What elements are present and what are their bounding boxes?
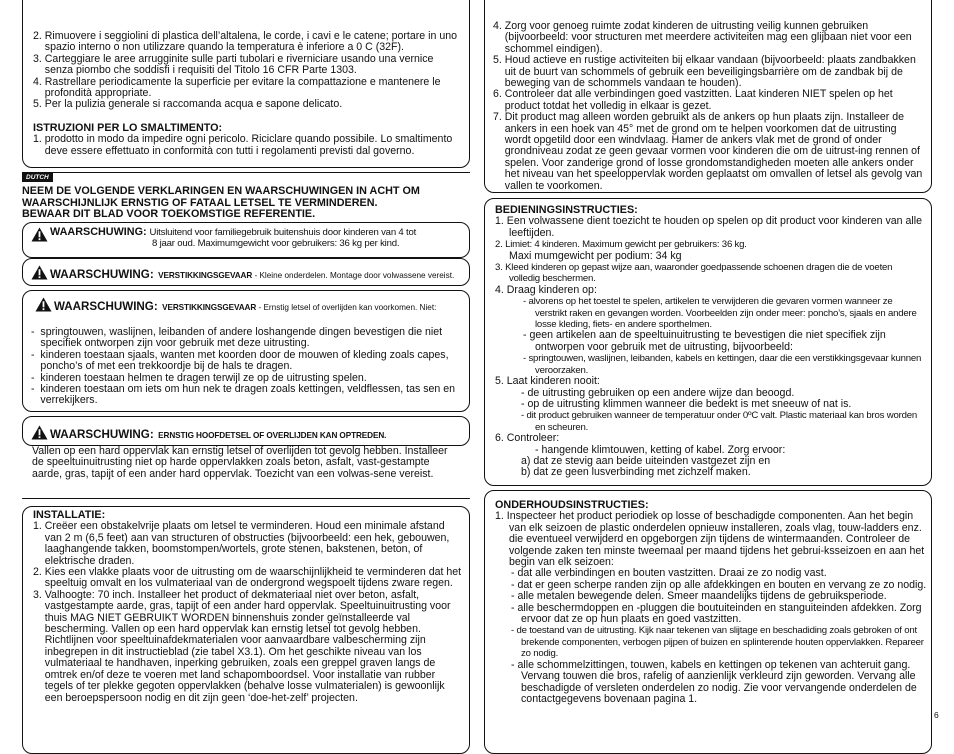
list-item: - kinderen toestaan om iets om hun nek te dragen zoals kettingen, veldflessen, tas sen en verrekijkers. (31, 383, 456, 407)
list-item: - dat er geen scherpe randen zijn op alle afdekkingen en bouten en vervang ze zo nodig. (511, 578, 927, 591)
maintenance-heading: ONDERHOUDSINSTRUCTIES: (495, 499, 649, 511)
warning-box-choking: WAARSCHUWING: VERSTIKKINGSGEVAAR - Kleine onderdelen. Montage door volwassene vereist. (22, 258, 470, 286)
list-item: - alle schommelzittingen, touwen, kabels en kettingen op tekenen van achteruit gang. Vervang touwen die bros, rafelig of aanzienlijk verkleurd zijn geworden. Vervang alle beschadigde of versleten onderdelen zo nodig. Zie voor vervangende onderdelen de contactgegevens bovenaan pagina 1. (511, 658, 917, 705)
warning-box-head-injury: WAARSCHUWING: ERNSTIG HOOFDETSEL OF OVERLIJDEN KAN OPTREDEN. (22, 416, 470, 446)
list-item: Maxi mumgewicht per podium: 34 kg (509, 249, 682, 262)
intro-statement: NEEM DE VOLGENDE VERKLARINGEN EN WAARSCHUWINGEN IN ACHT OM WAARSCHIJNLIJK ERNSTIG OF FATAAL LETSEL TE VERMINDEREN. BEWAAR DIT BLAD VOOR TOEKOMSTIGE REFERENTIE. (22, 185, 420, 221)
installation-box (22, 506, 470, 754)
list-item: - dit product gebruiken wanneer de temperatuur onder 0ºC valt. Plastic materiaal kan bros worden en scheuren. (521, 410, 917, 433)
list-item: 2. Kies een vlakke plaats voor de uitrusting om de waarschijnlijkheid te verminderen dat het speeltuig omvalt en los vulmateriaal van de ondergrond wegspoelt tijdens zware regen. (33, 566, 462, 590)
list-item: 4. Draag kinderen op: (495, 283, 597, 296)
page-number: 6 (934, 710, 939, 720)
list-item: 5. Houd actieve en rustige activiteiten bij elkaar vandaan (bijvoorbeeld: plaats zandbakken uit de buurt van schommels of gebruik een beveiligingsbarrière om de zandbak bij de beweging van de schommels vandaan te houden). (493, 54, 916, 90)
disposal-heading: ISTRUZIONI PER LO SMALTIMENTO: (33, 121, 223, 134)
warning-label: WAARSCHUWING: (54, 300, 158, 313)
warning-label: WAARSCHUWING: (50, 428, 154, 441)
operating-heading: BEDIENINGSINSTRUCTIES: (495, 204, 638, 216)
list-item: 3. Kleed kinderen op gepast wijze aan, waaronder goedpassende schoenen dragen die de voeten volledig beschermen. (495, 262, 893, 285)
list-item: 6. Controleer: (495, 432, 560, 445)
list-item: 3. Valhoogte: 70 inch. Installeer het product of dekmateriaal niet over beton, asfalt, vastgestampte aarde, gras, tapijt of een ander hard oppervlak. Speeltuinuitrusting voor thuis MAG NIET GEBRUIKT WORDEN binnenshuis zonder geïnstalleerde val bescherming. Vallen op een hard oppervlak kan ernstig letsel tot gevolg hebben. Richtlijnen voor speeltuinafdekmaterialen voor aanvaardbare valbescherming zijn inbegrepen in dit instructieblad (zie tabel X3.1). Om het geschikte niveau van los vulmateriaal te handhaven, inperking gebruiken, zoals een greppel graven langs de omtrek en/of deze te voeren met land schapomboordsel. Voor installatie van rubber tegels of ter plekke gegoten oppervlakken (behalve losse vulmaterialen) is gewoonlijk een beroepspersoon nodig en dit zijn geen ‘doe-het-zelf’ projecten. (33, 588, 451, 704)
warning-label: WAARSCHUWING: (50, 226, 147, 238)
list-item: - op de uitrusting klimmen wanneer die bedekt is met sneeuw of nat is. (521, 397, 852, 410)
installation-continued-box (484, 0, 932, 193)
list-item: - springtouwen, waslijnen, leibanden, kabels en kettingen, daar die een verstikkingsgevaar kunnen veroorzaken. (523, 353, 922, 376)
list-item: - kinderen toestaan sjaals, wanten met koorden door de mouwen of kleding zoals capes, poncho’s of met een trekkoordje bij de hals te dragen. (31, 348, 449, 373)
list-item: 2. Rimuovere i seggiolini di plastica dell’altalena, le corde, i cavi e le catene; portare in uno spazio interno o non utilizzare quando la temperatura è inferiore a 0 C (32F). (33, 30, 457, 54)
list-item: 1. Inspecteer het product periodiek op losse of beschadigde componenten. Aan het begin van elk seizoen de plastic onderdelen opnieuw installeren, zoals vlag, touw-ladders enz. die eventueel verwijderd en opgeborgen zijn tijdens de wintermaanden. Controleer de volgende zaken ten minste tweemaal per maand tijdens het gebrui-ksseizoen en aan het begin van elk seizoen: (495, 510, 925, 569)
list-item: 1. Een volwassene dient toezicht te houden op spelen op dit product voor kinderen van alle leeftijden. (495, 215, 922, 239)
divider (22, 498, 470, 499)
list-item: 5. Per la pulizia generale si raccomanda acqua e sapone delicato. (33, 98, 343, 111)
list-item: 6. Controleer dat alle verbindingen goed vastzitten. Laat kinderen NIET spelen op het product totdat het volledig in elkaar is gezet. (493, 88, 893, 112)
list-item: 1. prodotto in modo da impedire ogni pericolo. Riciclare quando possibile. Lo smaltimento deve essere effettuato in conformità con tutti i regolamenti previsti dal governo. (33, 133, 453, 157)
list-item: 3. Carteggiare le aree arrugginite sulle parti tubolari e riverniciare usando una vernice senza piombo che soddisfi i requisiti del Titolo 16 CFR Parte 1303. (33, 52, 434, 77)
list-item: 4. Rastrellare periodicamente la superficie per evitare la compattazione e mantenere le profondità appropriate. (33, 75, 441, 100)
list-item: - alvorens op het toestel te spelen, artikelen te verwijderen die gevaren vormen wanneer ze verstrikt raken en gevangen worden. Voorbeelden zijn onder meer: poncho’s, sjaals en andere losse kleding, fiets- en andere sporthelmen. (523, 296, 917, 331)
list-item: a) dat ze stevig aan beide uiteinden vastgezet zijn en (521, 454, 771, 467)
list-item: - alle beschermdoppen en -pluggen die boutuiteinden en stanguiteinden afdekken. Zorg ervoor dat ze op hun plaats en goed vastzitten. (511, 601, 922, 626)
list-item: - alle metalen bewegende delen. Smeer maandelijks tijdens de gebruiksperiode. (511, 590, 887, 603)
maintenance-box (484, 490, 932, 754)
list-item: 2. Limiet: 4 kinderen. Maximum gewicht per gebruikers: 36 kg. (495, 239, 747, 251)
list-item: - springtouwen, waslijnen, leibanden of andere loshangende dingen bevestigen die niet specifiek ontworpen zijn voor gebruik met deze uitrusting. (31, 326, 443, 350)
warning-triangle-icon (35, 297, 52, 312)
list-item: 1. Creëer een obstakelvrije plaats om letsel te verminderen. Houd een minimale afstand van 2 m (6,5 feet) aan van structuren of obstructies (bijvoorbeeld: een hek, gebouwen, laaghangende takken, boomstompen/wortels, grote stenen, bakstenen, beton, of elektrische draden. (33, 520, 450, 567)
list-item: 5. Laat kinderen nooit: (495, 375, 600, 388)
list-item: b) dat ze geen lusverbinding met zichzelf maken. (521, 466, 751, 479)
warning-box-strangulation: WAARSCHUWING: VERSTIKKINGSGEVAAR - Ernstig letsel of overlijden kan voorkomen. Niet: - springtouwen, waslijnen, leibanden of andere loshangende dingen bevestigen die niet specifiek ontworpen zijn voor gebruik met deze uitrusting. - kinderen toestaan sjaals, wanten met koorden door de mouwen of kleding zoals capes, poncho’s of met een trekkoordje bij de hals te dragen. - kinderen toestaan helmen te dragen terwijl ze op de uitrusting spelen. - kinderen toestaan om iets om hun nek te dragen zoals kettingen, veldflessen, tas sen en verrekijkers. (22, 290, 470, 412)
warning-head-injury-text: Vallen op een hard oppervlak kan ernstig letsel of overlijden tot gevolg hebben. Installeer de speeltuinuitrusting niet op harde oppervlakken zoals beton, asfalt, vast-gestampte aarde, gras, tapijt of een ander hard oppervlak. Toezicht van een volwas-sene vereist. (32, 445, 448, 480)
warning-triangle-icon (31, 425, 48, 440)
list-item: - de uitrusting gebruiken op een andere wijze dan beoogd. (521, 386, 795, 399)
list-item: - dat alle verbindingen en bouten vastzitten. Draai ze zo nodig vast. (511, 567, 827, 580)
warning-label: WAARSCHUWING: (50, 268, 154, 281)
list-item: - hangende klimtouwen, ketting of kabel. Zorg ervoor: (535, 443, 786, 456)
list-item: - geen artikelen aan de speeltuinuitrusting te bevestigen die niet specifiek zijn ontworpen voor gebruik met de uitrusting, bijvoorbeeld: (523, 329, 886, 353)
operating-instructions-box (484, 198, 932, 486)
list-item: 7. Dit product mag alleen worden gebruikt als de ankers op hun plaats zijn. Installeer de ankers in een hoek van 45° met de grond om te helpen voorkomen dat de uitrusting wordt opgetild door een windvlaag. Hamer de ankers vlak met de grond of onder grondniveau zodat ze geen gevaar vormen voor kinderen die om de uitrust-ing rennen of spelen. Voor zanderige grond of losse grondomstandigheden moeten alle ankers onder het niveau van het speeloppervlak worden geplaatst om omvallen of letsel als gevolg van vallen te voorkomen. (493, 111, 923, 192)
warning-triangle-icon (31, 227, 48, 242)
language-divider (22, 172, 470, 181)
installation-heading: INSTALLATIE: (33, 509, 106, 521)
list-item: 4. Zorg voor genoeg ruimte zodat kinderen de uitrusting veilig kunnen gebruiken (bijvoorbeeld: voor structuren met meerdere activiteiten mag een glijbaan niet voor een schommel eindigen). (493, 20, 912, 55)
italian-maintenance-box (22, 0, 470, 168)
warning-triangle-icon (31, 265, 48, 280)
warning-box-age: WAARSCHUWING: Uitsluitend voor familiegebruik buitenshuis door kinderen van 4 tot 8 jaar oud. Maximumgewicht voor gebruikers: 36 kg per kind. (22, 222, 470, 258)
list-item: - de toestand van de uitrusting. Kijk naar tekenen van slijtage en beschadiding zoals gebroken of ont brekende componenten, verbogen pijpen of buizen en splinterende houten oppervlakken. Repareer zo nodig. (511, 625, 924, 660)
list-item: - kinderen toestaan helmen te dragen terwijl ze op de uitrusting spelen. (31, 371, 367, 384)
language-label: DUTCH (22, 173, 53, 182)
